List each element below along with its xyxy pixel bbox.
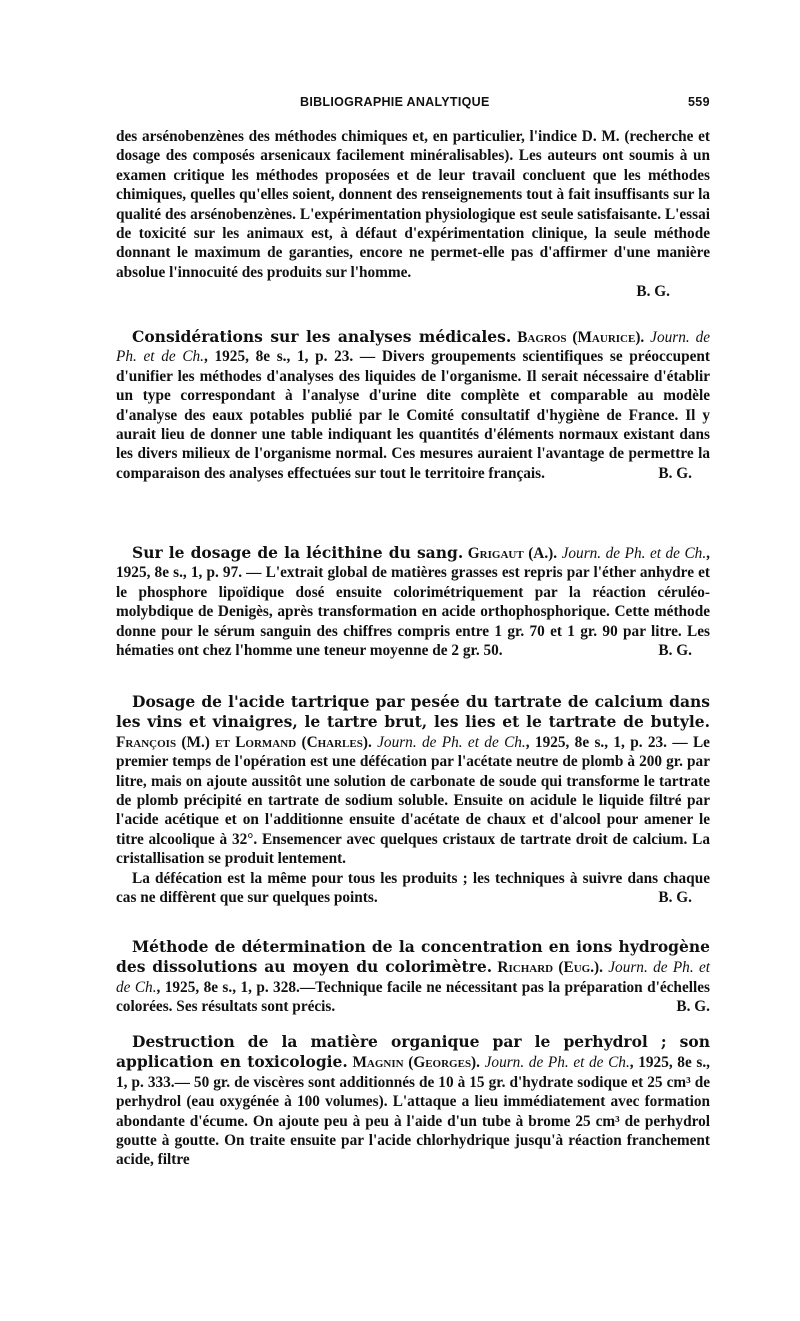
entry-author: Richard (Eug.). bbox=[497, 959, 603, 977]
entry-journal: Journ. de Ph. et de Ch. bbox=[116, 329, 711, 366]
intro-text: des arsénobenzènes des méthodes chimiques et, en particulier, l'indice D. M. (recherche et dosage des composés arsenicaux facilement minéralisables). Les auteurs ont soumis à un examen critique les méthodes proposées et de leur travail concluent que les méthodes chimiques, quelles qu'elles soient, donnent des renseignements tout à fait insuffisants sur la qualité des arsénobenzènes. L'expérimentation physiologique est seule satisfaisante. L'essai de toxicité sur les animaux est, à défaut d'expérimentation clinique, la seule méthode donnant le maximum de garanties, encore ne permet-elle pas d'affirmer d'une manière absolue l'innocuité des produits sur l'homme. bbox=[116, 128, 710, 281]
entry-text bbox=[116, 692, 710, 869]
entry-ref: , 1925, 8e s., 1, p. 97. — bbox=[116, 545, 710, 582]
entry-body: Technique facile ne nécessitant pas la préparation d'échelles colorées. Ses résultats sont précis. bbox=[116, 978, 710, 1016]
entry-5 bbox=[116, 1032, 710, 1170]
entry-signature: B. G. bbox=[658, 889, 692, 907]
entry-title: Destruction de la matière organique par le perhydrol ; son application en toxicologie. bbox=[116, 1032, 710, 1072]
entry-signature: B. G. bbox=[658, 642, 692, 660]
entry-text bbox=[116, 543, 710, 660]
entry-journal: Journ. de Ph. et de Ch. bbox=[116, 959, 710, 996]
entry-ref: , 1925, 8e s., 1, p. 328.— bbox=[156, 978, 316, 996]
page-number: 559 bbox=[687, 95, 710, 109]
running-header bbox=[300, 95, 710, 113]
running-title: BIBLIOGRAPHIE ANALYTIQUE bbox=[300, 95, 490, 109]
entry-text bbox=[116, 937, 710, 1017]
entry-text bbox=[116, 1032, 710, 1170]
entry-signature: B. G. bbox=[658, 464, 692, 482]
entry-text-continued bbox=[116, 869, 710, 908]
entry-4 bbox=[116, 937, 710, 1017]
entry-ref: , 1925, 8e s., 1, p. 333.— bbox=[116, 1054, 710, 1091]
entry-text bbox=[116, 327, 710, 483]
entry-1 bbox=[116, 327, 710, 483]
entry-title: Méthode de détermination de la concentration en ions hydrogène des dissolutions au moyen du colorimètre. bbox=[116, 937, 710, 977]
entry-3 bbox=[116, 692, 710, 907]
entry-body: L'extrait global de matières grasses est repris par l'éther anhydre et le phosphore lipoïdique dosé ensuite colorimétriquement par la réaction céruléo-molybdique de Denigès, après transformation en acide orthophosphorique. Cette méthode donne pour le sérum sanguin des chiffres compris entre 1 gr. 70 et 1 gr. 90 par litre. Les hématies ont chez l'homme une teneur moyenne de 2 gr. 50. bbox=[116, 564, 711, 660]
entry-body-2: La défécation est la même pour tous les produits ; les techniques à suivre dans chaque cas ne diffèrent que sur quelques points. bbox=[116, 869, 710, 907]
entry-ref: , 1925, 8e s., 1, p. 23. — bbox=[204, 348, 376, 366]
intro-signature: B. G. bbox=[636, 283, 670, 301]
entry-author: Grigaut (A.). bbox=[467, 545, 558, 562]
entry-author: François (M.) et Lormand (Charles). bbox=[116, 733, 372, 751]
entry-journal: Journ. de Ph. et de Ch. bbox=[377, 733, 526, 751]
entry-journal: Journ. de Ph. et de Ch. bbox=[484, 1054, 630, 1072]
entry-title: Considérations sur les analyses médicales. bbox=[132, 327, 512, 346]
entry-title: Dosage de l'acide tartrique par pesée du tartrate de calcium dans les vins et vinaigres, le tartre brut, les lies et le tartrate de butyle. bbox=[116, 692, 710, 732]
entry-author: Bagros (Maurice). bbox=[517, 329, 645, 346]
entry-journal: Journ. de Ph. et de Ch. bbox=[561, 545, 707, 562]
entry-signature: B. G. bbox=[676, 998, 710, 1016]
entry-2 bbox=[116, 543, 710, 660]
entry-ref: , 1925, 8e s., 1, p. 23. — bbox=[525, 733, 688, 751]
entry-body: Le premier temps de l'opération est une défécation par l'acétate neutre de plomb à 200 gr. par litre, mais on ajoute aussitôt une solution de carbonate de soude qui transforme le tartrate de plomb précipité en tartrate de sodium soluble. Ensuite on acidule le liquide filtré par l'acide acétique et on l'additionne ensuite d'acétate de chaux et d'alcool pour amener le titre alcoolique à 32°. Ensemencer avec quelques cristaux de tartrate droit de calcium. La cristallisation se produit lentement. bbox=[116, 733, 710, 868]
entry-body: Divers groupements scientifiques se préoccupent d'unifier les méthodes d'analyses des liquides de l'organisme. Il serait nécessaire d'établir un type correspondant à l'analyse d'urine dite complète et comparable au modèle d'analyse des eaux potables publié par le Comité consultatif d'hygiène de France. Il y aurait lieu de donner une table indiquant les quantités d'éléments normaux existant dans les divers milieux de l'organisme normal. Ces mesures auraient l'avantage de permettre la comparaison des analyses effectuées sur tout le territoire français. bbox=[116, 348, 710, 482]
entry-title: Sur le dosage de la lécithine du sang. bbox=[132, 543, 464, 562]
entry-author: Magnin (Georges). bbox=[352, 1054, 480, 1072]
entry-body: 50 gr. de viscères sont additionnés de 10 à 15 gr. d'hydrate sodique et 25 cm³ de perhydrol (eau oxygénée à 100 volumes). L'attaque a lieu immédiatement avec formation abondante d'écume. On ajoute peu à peu à l'aide d'un tube à brome 25 cm³ de perhydrol goutte à goutte. On traite ensuite par l'acide chlorhydrique jusqu'à réaction franchement acide, filtre bbox=[116, 1073, 710, 1169]
intro-paragraph bbox=[116, 127, 710, 302]
